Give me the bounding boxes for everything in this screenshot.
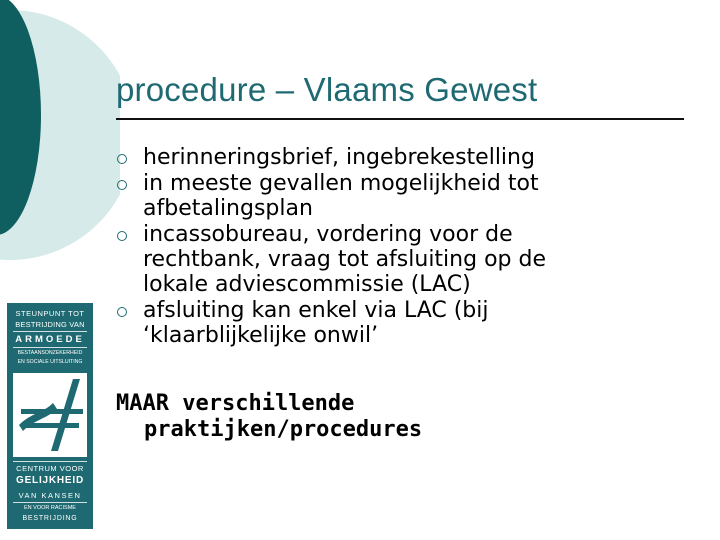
logo-top-line-3: ARMOEDE: [15, 334, 85, 345]
logo-divider: [13, 502, 87, 503]
logo-divider: [13, 331, 87, 332]
logo-emblem-icon: [13, 373, 87, 457]
bullet-item: afsluiting kan enkel via LAC (bij ‘klaarblijkelijke onwil’: [116, 298, 616, 348]
bullet-item: herinneringsbrief, ingebrekestelling: [116, 145, 616, 170]
partner-logo: [7, 303, 93, 529]
logo-bottom-line-1: CENTRUM VOOR: [16, 464, 84, 473]
logo-top-line-4: BESTAANSONZEKERHEID: [17, 350, 83, 356]
logo-bottom-line-4: EN VOOR RACISME: [24, 505, 76, 511]
decorative-circles: [0, 0, 120, 300]
slide-title: procedure – Vlaams Gewest: [116, 71, 538, 108]
bullet-list: [116, 145, 616, 349]
logo-bottom-line-3: VAN KANSEN: [18, 491, 82, 500]
bullet-item: in meeste gevallen mogelijkheid tot afbetalingsplan: [116, 171, 616, 221]
conclusion-line-2: praktijken/procedures: [144, 417, 423, 442]
logo-divider: [13, 461, 87, 462]
bullet-circle-icon: [117, 154, 127, 164]
bullet-circle-icon: [117, 231, 127, 241]
logo-top-line-5: EN SOCIALE UITSLUITING: [17, 359, 83, 365]
bullet-circle-icon: [117, 307, 127, 317]
bullet-circle-icon: [117, 180, 127, 190]
logo-divider: [13, 347, 87, 348]
logo-top-line-1: STEUNPUNT TOT: [15, 309, 85, 318]
conclusion-line-1: MAAR verschillende: [116, 391, 355, 416]
bullet-item: incassobureau, vordering voor de rechtbank, vraag tot afsluiting op de lokale adviescommissie (LAC): [116, 222, 616, 297]
logo-top-line-2: BESTRIJDING VAN: [15, 320, 85, 329]
logo-bottom-line-5: BESTRIJDING: [22, 515, 78, 522]
title-underline: [116, 118, 684, 120]
logo-bottom-line-2: GELIJKHEID: [15, 475, 84, 486]
conclusion-text: [116, 391, 536, 443]
